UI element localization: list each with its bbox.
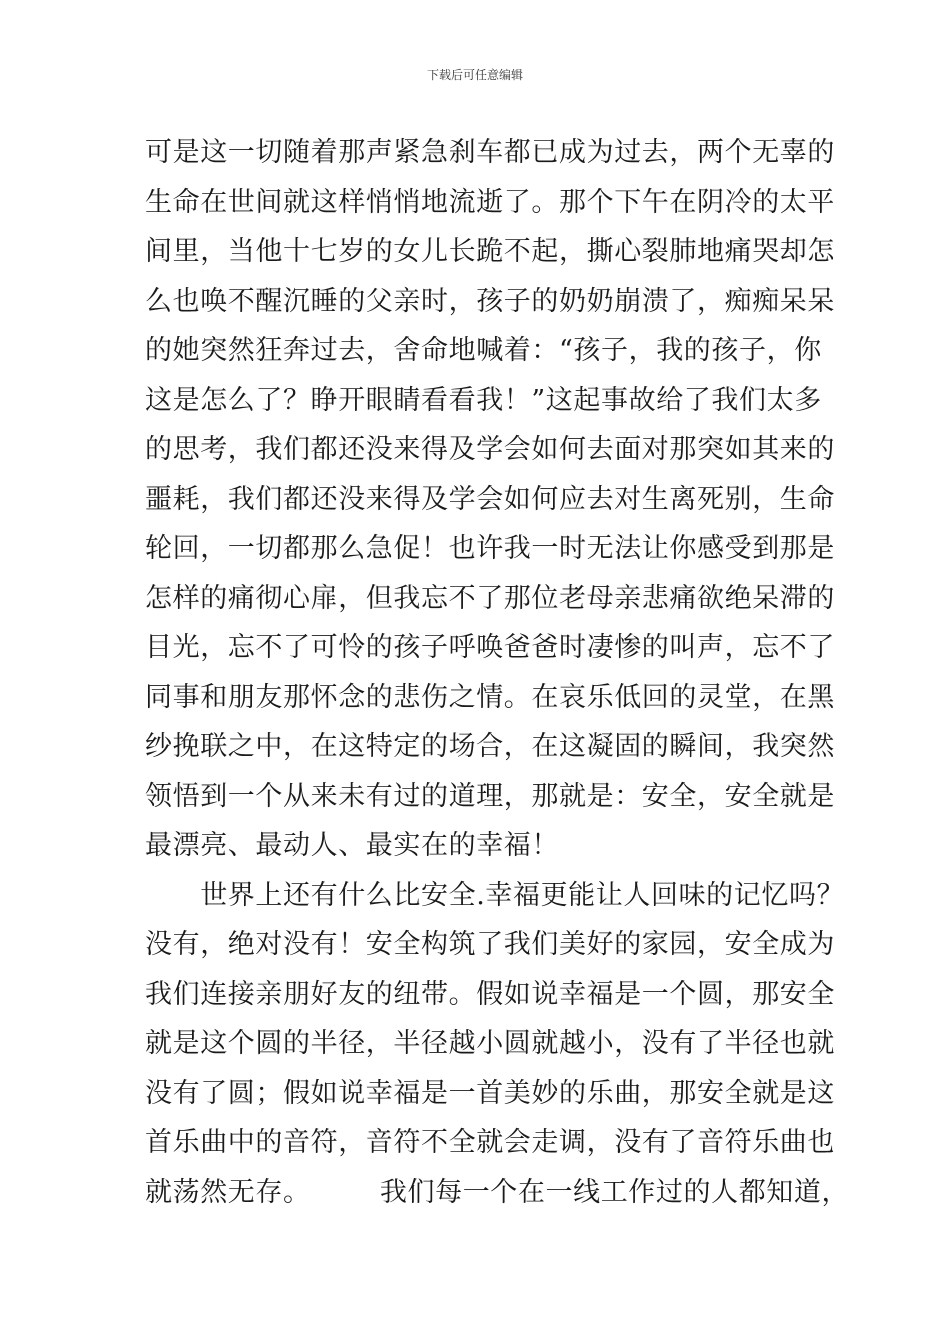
page-header: 下载后可任意编辑 [426,68,523,82]
text-line: 这是怎么了？睁开眼睛看看我！”这起事故给了我们太多 [145,384,822,416]
text-line: 就是这个圆的半径，半径越小圆就越小，没有了半径也就 [145,1028,835,1059]
text-line: 目光，忘不了可怜的孩子呼唤爸爸时凄惨的叫声，忘不了 [145,632,835,663]
text-line: 的思考，我们都还没来得及学会如何去面对那突如其来的 [145,434,835,465]
body-text [145,128,850,1217]
text-line: 就荡然无存。 我们每一个在一线工作过的人都知道， [145,1176,850,1208]
text-line: 我们连接亲朋好友的纽带。假如说幸福是一个圆，那安全 [145,978,835,1010]
text-line: 间里，当他十七岁的女儿长跪不起，撕心裂肺地痛哭却怎 [145,236,835,267]
text-line: 领悟到一个从来未有过的道理，那就是：安全，安全就是 [145,780,835,812]
text-line: 噩耗，我们都还没来得及学会如何应去对生离死别，生命 [145,483,835,515]
text-line: 怎样的痛彻心扉，但我忘不了那位老母亲悲痛欲绝呆滞的 [145,582,835,614]
text-line: 纱挽联之中，在这特定的场合，在这凝固的瞬间，我突然 [145,731,835,762]
text-line: 没有，绝对没有！安全构筑了我们美好的家园，安全成为 [145,929,835,960]
text-line: 的她突然狂奔过去，舍命地喊着：“孩子，我的孩子，你 [145,335,822,366]
text-line: 没有了圆；假如说幸福是一首美妙的乐曲，那安全就是这 [145,1077,835,1109]
text-line: 轮回，一切都那么急促！也许我一时无法让你感受到那是 [145,533,835,564]
text-line: 可是这一切随着那声紧急刹车都已成为过去，两个无辜的 [145,137,835,168]
text-line: 世界上还有什么比安全.幸福更能让人回味的记忆吗？ [145,879,845,911]
text-line: 么也唤不醒沉睡的父亲时，孩子的奶奶崩溃了，痴痴呆呆 [145,285,835,317]
text-line: 最漂亮、最动人、最实在的幸福！ [145,830,559,861]
text-line: 生命在世间就这样悄悄地流逝了。那个下午在阴冷的太平 [145,186,835,218]
text-line: 首乐曲中的音符，音符不全就会走调，没有了音符乐曲也 [145,1127,835,1158]
text-line: 同事和朋友那怀念的悲伤之情。在哀乐低回的灵堂，在黑 [145,681,835,713]
